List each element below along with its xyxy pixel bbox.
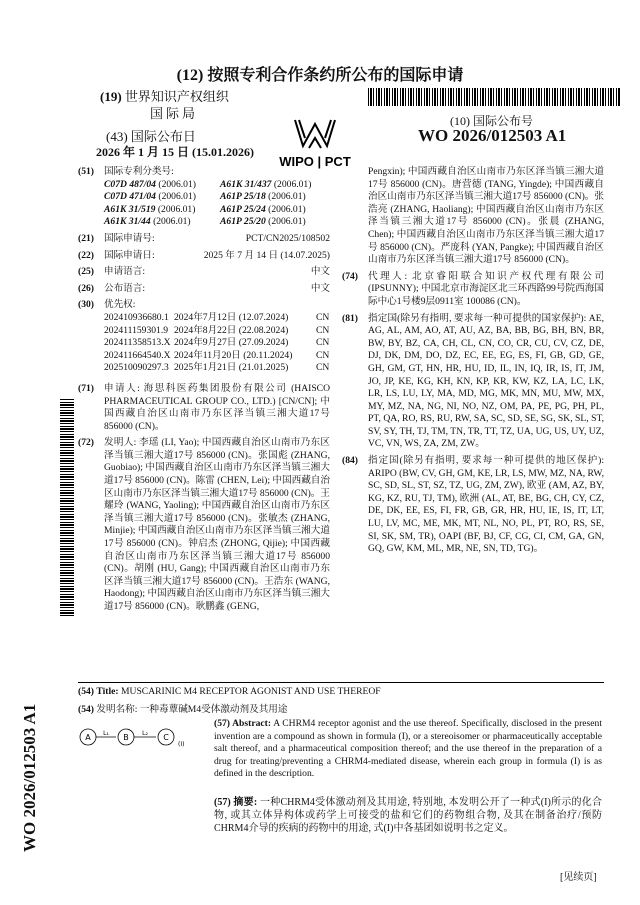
designated-regional-field: (84) 指定国(除另有指明, 要求每一种可提供的地区保护): ARIPO (BW, CV, GH, GM, KE, LR, LS, MW, MZ, NA, RW, SC, SD, SL, ST, SZ, TZ, UG, ZM, ZW), 欧亚 (AM, AZ, BY, KG, KZ, RU, TJ, TM), 欧洲 (AL, AT, BE, BG, CH, CY, CZ, DE, DK, EE, ES, FI, FR, GB, GR, HR, HU, IE, IS, IT, LT, LU, LV, MC, ME, MK, MT, NL, NO, PL, PT, RO, RS, SE, SI, SK, SM, TR), OAPI (BF, BJ, CF, CG, CI, CM, GA, GN, GQ, GW, KM, ML, MR, NE, SN, TD, TG)。 [342, 455, 604, 555]
barcode [368, 88, 620, 106]
svg-text:B: B [123, 733, 129, 742]
ipc-code: A61P 25/24 (2006.01) [220, 203, 306, 215]
priority-row: 202411159301.9 2024年8月22日 (22.08.2024) CN [104, 324, 330, 336]
svg-text:L₁: L₁ [103, 730, 109, 737]
ipc-code: C07D 471/04 (2006.01) [104, 191, 196, 203]
ipc-code: A61K 31/519 (2006.01) [104, 203, 196, 215]
priority-row: 202411358513.X 2024年9月27日 (27.09.2024) CN [104, 337, 330, 349]
bib-field: (22) 国际申请日: 2025 年 7 月 14 日 (14.07.2025) [78, 249, 330, 261]
bib-field: (25) 申请语言: 中文 [78, 266, 330, 278]
org-name: (19) 世界知识产权组织 [100, 89, 229, 104]
divider [78, 682, 604, 683]
designated-national-field: (81) 指定国(除另有指明, 要求每一种可提供的国家保护): AE, AG, AL, AM, AO, AT, AU, AZ, BA, BB, BG, BH, BN, BR, BW, BY, BZ, CA, CH, CL, CN, CO, CR, CU, CV, CZ, DE, DJ, DK, DM, DO, DZ, EC, EE, EG, ES, FI, GB, GD, GE, GH, GM, GT, HN, HR, HU, ID, IL, IN, IQ, IR, IS, IT, JM, JO, JP, KE, KG, KH, KN, KP, KR, KW, KZ, LA, LC, LK, LR, LS, LU, LY, MA, MD, MG, MK, MN, MU, MW, MX, MY, MZ, NA, NG, NI, NO, NZ, OM, PA, PE, PG, PH, PL, PT, QA, RO, RS, RU, RW, SA, SC, SD, SE, SG, SK, SL, ST, SV, SY, TH, TJ, TM, TN, TR, TT, TZ, UA, UG, US, UY, UZ, VC, VN, WS, ZA, ZM, ZW。 [342, 312, 604, 450]
priority-row: 202411664540.X 2024年11月20日 (20.11.2024) CN [104, 349, 330, 361]
ipc-code: A61P 25/20 (2006.01) [220, 216, 306, 228]
ipc-code: C07D 487/04 (2006.01) [104, 178, 196, 190]
abstract-zh: (57) 摘要: 一种CHRM4受体激动剂及其用途, 特别地, 本发明公开了一种式(I)所示的化合物, 或其立体异构体或药学上可接受的盐和它们的药物组合物, 及其在制备治疗/预防CHRM4介导的疾病的药物中的用途, 式(I)中各基团如说明书之定义。 [214, 797, 602, 834]
ipc-field: (51) 国际专利分类号: C07D 487/04 (2006.01) A61K 31/437 (2006.01) C07D 471/04 (2006.01) A61P 25/18 (2006.01) A61K 31/519 (2006.01) A61P 25/24 (2006.01) A61K 31/44 (2006.01) A61P 25/20 (2006.01) [78, 166, 330, 229]
abstract-en: (57) Abstract: A CHRM4 receptor agonist and the use thereof. Specifically, disclosed in the present invention are a compound as shown in formula (I), or a stereoisomer or pharmaceutically acceptable salt thereof, and a pharmaceutical composition thereof; and the use thereof in the preparation of a drug for treating/preventing a CHRM4-mediated disease, wherein each group in formula (I) is as defined in the description. [214, 718, 603, 780]
bib-field: (26) 公布语言: 中文 [78, 282, 330, 294]
continued-note: [见续页] [560, 872, 597, 883]
inventors-cont: Pengxin); 中国西藏自治区山南市乃东区泽当镇三湘大道17号 856000 (CN)。唐营德 (TANG, Yingde); 中国西藏自治区山南市乃东区泽当镇三湘大道17号 856000 (CN)。张浩亮 (ZHANG, Haoliang); 中国西藏自治区山南市乃东区泽当镇三湘大道17号 856000 (CN)。张晨 (ZHANG, Chen); 中国西藏自治区山南市乃东区泽当镇三湘大道17号 856000 (CN)。严庞科 (YAN, Pangke); 中国西藏自治区山南市乃东区泽当镇三湘大道17号 856000 (CN)。 [368, 166, 604, 266]
title-en: (54) Title: MUSCARINIC M4 RECEPTOR AGONIST AND USE THEREOF [78, 686, 381, 697]
title-zh: (54) 发明名称: 一种毒蕈碱M4受体激动剂及其用途 [78, 704, 288, 715]
svg-text:WIPO | PCT: WIPO | PCT [279, 154, 351, 169]
ipc-codes [104, 179, 330, 229]
pub-date: 2026 年 1 月 15 日 (15.01.2026) [96, 145, 254, 159]
applicant-field: (71) 申请人: 海思科医药集团股份有限公司 (HAISCO PHARMACEUTICAL GROUP CO., LTD.) [CN/CN]; 中国西藏自治区山南市乃东区泽当镇三湘大道17号 856000 (CN)。 [78, 382, 330, 432]
ipc-code: A61P 25/18 (2006.01) [220, 191, 306, 203]
document-title: (12) 按照专利合作条约所公布的国际申请 [176, 67, 464, 84]
svg-text:(I): (I) [178, 741, 185, 748]
org-bureau: 国际局 [150, 106, 199, 121]
ipc-code: A61K 31/437 (2006.01) [220, 178, 312, 190]
pub-number: WO 2026/012503 A1 [418, 126, 567, 145]
side-pub-number: WO 2026/012503 A1 [20, 703, 39, 852]
formula-structure [78, 724, 208, 754]
priority-row: 202410936680.1 2024年7月12日 (12.07.2024) CN [104, 311, 330, 323]
left-column [78, 166, 330, 618]
svg-text:A: A [85, 733, 91, 742]
svg-text:C: C [163, 733, 169, 742]
svg-text:L₂: L₂ [142, 730, 148, 737]
priority-field: (30) 优先权: 202410936680.1 2024年7月12日 (12.07.2024) CN 202411159301.9 2024年8月22日 (22.08.2024) CN 202411358513.X 2024年9月27日 (27.09.2024) CN 202411664540.X 2024年11月20日 (20.11.2024) CN 202510090297.3 2025年1月21日 (21.01.2025) CN [78, 299, 330, 374]
wipo-pct-logo [265, 112, 365, 172]
priority-row: 202510090297.3 2025年1月21日 (21.01.2025) CN [104, 362, 330, 374]
agent-field: (74) 代理人: 北京睿阳联合知识产权代理有限公司 (IPSUNNY); 中国北京市海淀区北三环西路99号院西海国际中心1号楼9层0911室 100086 (CN)。 [342, 270, 604, 307]
right-column [342, 166, 604, 560]
side-barcode [60, 398, 74, 616]
pub-no-label: (10) 国际公布号 [450, 114, 533, 128]
pub-date-label: (43) 国际公布日 [106, 129, 196, 144]
ipc-code: A61K 31/44 (2006.01) [104, 216, 191, 228]
bib-field: (21) 国际申请号: PCT/CN2025/108502 [78, 232, 330, 244]
inventors-field: (72) 发明人: 李瑶 (LI, Yao); 中国西藏自治区山南市乃东区泽当镇三湘大道17号 856000 (CN)。张国彪 (ZHANG, Guobiao); 中国西藏自治区山南市乃东区泽当镇三湘大道17号 856000 (CN)。陈雷 (CHEN, Lei); 中国西藏自治区山南市乃东区泽当镇三湘大道17号 856000 (CN)。王耀玲 (WANG, Yaoling); 中国西藏自治区山南市乃东区泽当镇三湘大道17号 856000 (CN)。张敏杰 (ZHANG, Minjie); 中国西藏自治区山南市乃东区泽当镇三湘大道17号 856000 (CN)。钟启杰 (ZHONG, Qijie); 中国西藏自治区山南市乃东区泽当镇三湘大道17号 856000 (CN)。胡刚 (HU, Gang); 中国西藏自治区山南市乃东区泽当镇三湘大道17号 856000 (CN)。王浩东 (WANG, Haodong); 中国西藏自治区山南市乃东区泽当镇三湘大道17号 856000 (CN)。耿鹏鑫 (GENG, [78, 437, 330, 612]
